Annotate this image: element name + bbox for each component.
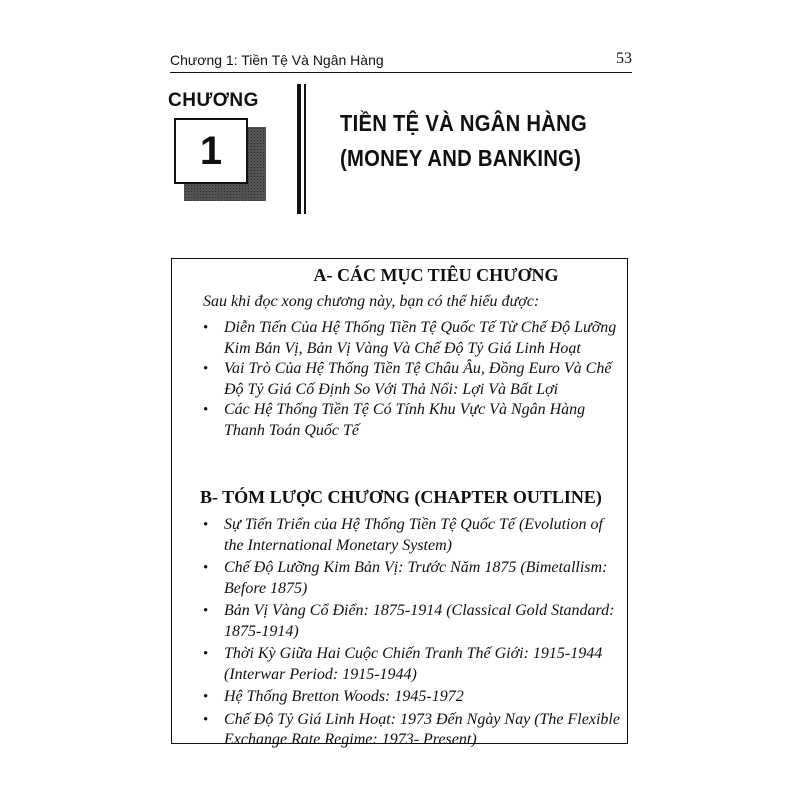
bullet-icon: • (203, 517, 209, 533)
chapter-title-vietnamese: TIỀN TỆ VÀ NGÂN HÀNG (340, 110, 588, 136)
list-item: • Chế Độ Tỷ Giá Linh Hoạt: 1973 Đến Ngày Nay (The Flexible Exchange Rate Regime: 1973- Present) (203, 710, 620, 748)
running-header-title: Chương 1: Tiền Tệ Và Ngân Hàng (170, 52, 384, 68)
bullet-icon: • (203, 689, 209, 705)
chapter-number-box (174, 118, 248, 184)
list-item: • Bản Vị Vàng Cổ Điển: 1875-1914 (Classical Gold Standard: 1875-1914) (203, 602, 615, 640)
list-item: • Diễn Tiến Của Hệ Thống Tiền Tệ Quốc Tế Từ Chế Độ Lưỡng Kim Bản Vị, Bản Vị Vàng Và Chế Độ Tỷ Giá Linh Hoạt (203, 319, 617, 357)
bullet-icon: • (203, 646, 209, 662)
list-item: • Các Hệ Thống Tiền Tệ Có Tính Khu Vực Và Ngân Hàng Thanh Toán Quốc Tế (203, 401, 586, 439)
list-item: • Sự Tiến Triển của Hệ Thống Tiền Tệ Quốc Tế (Evolution of the International Monetary System) (203, 516, 603, 554)
header-rule (170, 72, 632, 73)
vertical-rule-thick (297, 84, 301, 214)
section-a-intro: Sau khi đọc xong chương này, bạn có thể hiểu được: (203, 293, 540, 310)
bullet-icon: • (203, 711, 209, 728)
chapter-label: CHƯƠNG (168, 90, 259, 111)
bullet-icon: • (203, 402, 209, 418)
section-a-heading: A- CÁC MỤC TIÊU CHƯƠNG (313, 265, 559, 285)
bullet-icon: • (203, 320, 209, 336)
bullet-icon: • (203, 361, 209, 377)
list-item: • Chế Độ Lưỡng Kim Bản Vị: Trước Năm 1875 (Bimetallism: Before 1875) (203, 559, 608, 597)
bullet-icon: • (203, 603, 209, 619)
running-header (170, 50, 632, 68)
chapter-title-english: (MONEY AND BANKING) (340, 145, 582, 171)
page-number: 53 (616, 50, 632, 67)
bullet-icon: • (203, 560, 209, 576)
vertical-rule-thin (304, 84, 306, 214)
list-item: • Thời Kỳ Giữa Hai Cuộc Chiến Tranh Thế Giới: 1915-1944 (Interwar Period: 1915-1944) (203, 645, 603, 683)
list-item: • Hệ Thống Bretton Woods: 1945-1972 (200, 687, 620, 708)
outline-list (200, 515, 620, 753)
list-item: • Vai Trò Của Hệ Thống Tiền Tệ Châu Âu, Đồng Euro Và Chế Độ Tỷ Giá Cố Định So Với Thả Nổi: Lợi Và Bất Lợi (203, 360, 612, 398)
section-b-heading: B- TÓM LƯỢC CHƯƠNG (CHAPTER OUTLINE) (200, 487, 602, 507)
chapter-number: 1 (199, 128, 223, 173)
objectives-list (200, 318, 620, 441)
